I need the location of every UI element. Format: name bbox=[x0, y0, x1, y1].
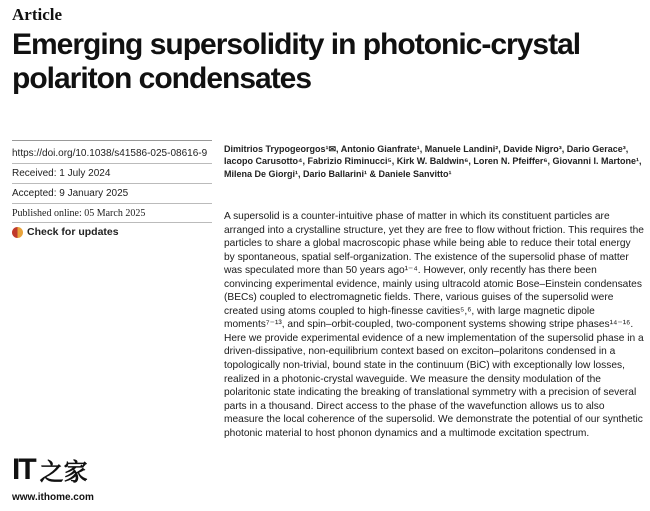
paper-title: Emerging supersolidity in photonic-crystal polariton condensates bbox=[12, 28, 581, 95]
logo-latin: IT bbox=[12, 452, 35, 486]
divider bbox=[12, 222, 212, 223]
crossmark-icon bbox=[12, 227, 23, 238]
author-list: Dimitrios Trypogeorgos¹✉, Antonio Gianfrate¹, Manuele Landini², Davide Nigro³, Dario Gerace³, Iacopo Carusotto⁴, Fabrizio Riminucci⁵, Kirk W. Baldwin⁶, Loren N. Pfeiffer⁶, Giovanni I. Martone¹, Milena De Giorgi¹, Dario Ballarini¹ & Daniele Sanvitto¹ bbox=[224, 144, 642, 179]
abstract bbox=[224, 210, 644, 440]
divider bbox=[12, 140, 212, 141]
watermark-url: www.ithome.com bbox=[12, 492, 94, 503]
article-type-label: Article bbox=[12, 5, 63, 24]
logo-cn: 之家 bbox=[39, 458, 88, 486]
check-for-updates-button[interactable] bbox=[12, 226, 119, 238]
divider bbox=[12, 183, 212, 184]
divider bbox=[12, 203, 212, 204]
watermark-logo bbox=[12, 452, 88, 487]
accepted-date: Accepted: 9 January 2025 bbox=[12, 188, 129, 199]
published-date: Published online: 05 March 2025 bbox=[12, 208, 146, 219]
abstract-text: A supersolid is a counter-intuitive phase of matter in which its constituent particles are arranged into a crystalline structure, yet they are free to flow without friction. This requires the particles to share a global macroscopic phase while being able to reduce their total energy by spontaneous, spatial self-organization. The existence of the supersolid phase of matter was speculated more than 50 years ago¹⁻⁴. However, only recently has there been convincing experimental evidence, mainly using ultracold atomic Bose–Einstein condensates (BECs) coupled to electromagnetic fields. There, various guises of the supersolid were created using atoms coupled to high-finesse cavities⁵,⁶, with large magnetic dipole moments⁷⁻¹³, and spin–orbit-coupled, two-component systems showing stripe phases¹⁴⁻¹⁶. Here we provide experimental evidence of a new implementation of the supersolid phase in a driven-dissipative, non-equilibrium context based on exciton–polaritons condensed in a topologically non-trivial, bound state in the continuum (BiC) with exceptionally low losses, realized in a photonic-crystal waveguide. We measure the density modulation of the polaritonic state indicating the breaking of translational symmetry with a precision of several parts in a thousand. Direct access to the phase of the wavefunction allows us to also measure the local coherence of the supersolid. We demonstrate the potential of our synthetic photonic material to host phonon dynamics and a multimode excitation spectrum. bbox=[224, 211, 644, 439]
doi-link[interactable]: https://doi.org/10.1038/s41586-025-08616-9 bbox=[12, 148, 208, 159]
received-date: Received: 1 July 2024 bbox=[12, 168, 111, 179]
divider bbox=[12, 163, 212, 164]
check-for-updates-label: Check for updates bbox=[27, 226, 119, 238]
